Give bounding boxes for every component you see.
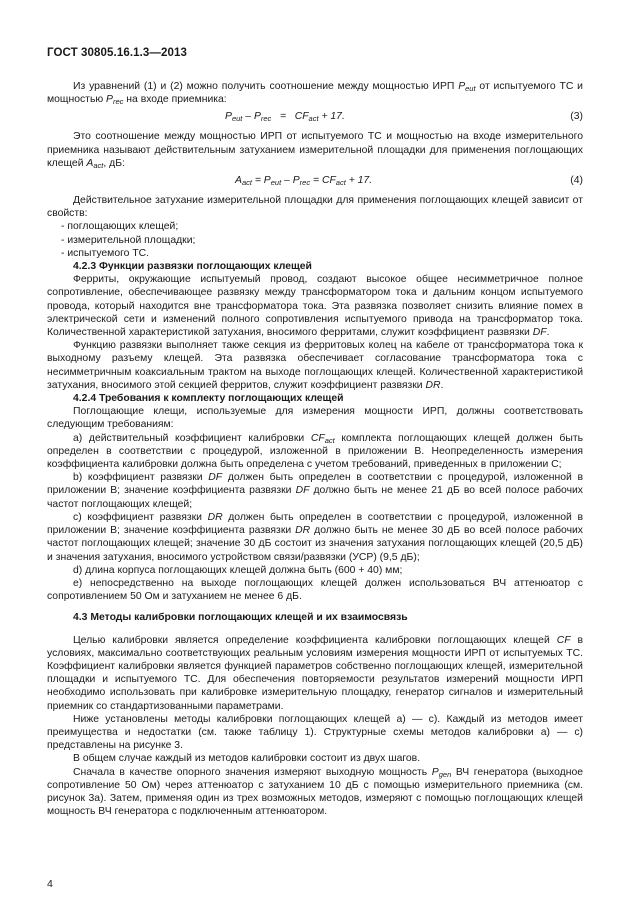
requirement-item: d) длина корпуса поглощающих клещей должна быть (600 + 40) мм; [73, 564, 403, 576]
document-body [47, 80, 583, 818]
requirement-item: e) непосредственно на выходе поглощающих клещей должен использоваться ВЧ аттенюатор с сопротивлением 50 Ом и затуханием не менее 6 дБ. [47, 577, 583, 603]
equation-3 [47, 110, 583, 124]
section-heading: 4.2.3 Функции развязки поглощающих клещей [73, 261, 312, 273]
requirement-item: b) коэффициент развязки DF должен быть определен в соответствии с процедурой, изложенной в приложении B; значение коэффициента развязки DF должно быть не менее 21 дБ во всей полосе рабочих частот поглощающих клещей; [47, 472, 583, 510]
requirement-item: а) действительный коэффициент калибровки $CF_{act}$ комплекта поглощающих клещей должен быть определен в соответствии с процедурой, изложенной в приложении B. Неопределенность измерения коэффициента калибровки должна быть определена с учетом требований, приведенных в приложении C; [47, 432, 584, 471]
paragraph: Из уравнений (1) и (2) можно получить соотношение между мощностью ИРП $P_{eut}$ от испытуемого ТС и мощностью $P_{rec}$ на входе приемника: [47, 81, 583, 107]
requirement-item: c) коэффициент развязки DR должен быть определен в соответствии с процедурой, изложенной в приложении B; значение коэффициента развязки DR должно быть не менее 30 дБ во всей полосе рабочих частот поглощающих клещей; значение 30 дБ состоит из значения затухания поглощающих клещей (20,5 дБ) и значения затухания, вносимого устройством связи/развязки (УСР) (9,5 дБ); [47, 511, 583, 563]
list-item: - поглощающих клещей; [61, 221, 179, 233]
list-item: - испытуемого ТС. [61, 247, 150, 259]
paragraph: Целью калибровки является определение коэффициента калибровки поглощающих клещей CF в условиях, максимально соответствующих реальным условиям измерения мощности ИРП от испытуемых ТС. Коэффициент калибровки является функцией параметров собственно поглощающих клещей, измерительной площадки и испытуемого ТС. Для обеспечения повторяемости результатов измерений мощности ИРП необходимо использовать при калибровке измерительную площадку, генератор сигналов и измерительный приемник со стандартизованными параметрами. [47, 634, 583, 712]
standard-header: ГОСТ 30805.16.1.3—2013 [47, 47, 187, 59]
equation-4 [47, 174, 583, 188]
list-item: - измерительной площадки; [61, 234, 196, 246]
equation-number: (3) [570, 111, 583, 123]
equation-number: (4) [570, 175, 583, 187]
section-heading: 4.3 Методы калибровки поглощающих клещей и их взаимосвязь [73, 612, 408, 624]
paragraph: Ферриты, окружающие испытуемый провод, создают высокое общее несимметричное полное сопротивление, обеспечивающее развязку между трансформатором тока и дальним концом испытуемого провода, который находится вне трансформатора тока. Эта развязка позволяет снизить влияние помех в электрической сети и изменений полного сопротивления испытуемого привода на трансформатор тока. Количественной характеристикой затухания, вносимого ферритами, служит коэффициент развязки DF. [47, 274, 583, 339]
paragraph: В общем случае каждый из методов калибровки состоит из двух шагов. [73, 753, 421, 765]
equation-formula: $A_{act} = P_{eut} - P_{rec} = CF_{act} + 17$. [235, 175, 373, 188]
paragraph: Действительное затухание измерительной площадки для применения поглощающих клещей зависит от свойств: [47, 195, 583, 220]
page-number: 4 [47, 878, 53, 890]
section-heading: 4.2.4 Требования к комплекту поглощающих клещей [73, 393, 344, 405]
paragraph: Поглощающие клещи, используемые для измерения мощности ИРП, должны соответствовать следующим требованиям: [47, 406, 583, 431]
paragraph: Это соотношение между мощностью ИРП от испытуемого ТС и мощностью на входе измерительного приемника называют действительным затуханием измерительной площадки для применения поглощающих клещей $A_{act}$, дБ: [47, 131, 583, 170]
paragraph: Функцию развязки выполняет также секция из ферритовых колец на кабеле от трансформатора тока к выходному разъему клещей. Эта развязка обеспечивает согласование трансформатора тока с несимметричным коаксиальным трактом на выходе поглощающих клещей. Количественной характеристикой затухания, вносимого этой секцией ферритов, служит коэффициент развязки DR. [47, 340, 583, 391]
equation-formula: $P_{eut} - P_{rec} = CF_{act} + 17$. [225, 111, 345, 124]
paragraph: Ниже установлены методы калибровки поглощающих клещей а) — с). Каждый из методов имеет преимущества и недостатки (см. также таблицу 1). Структурные схемы методов калибровки а) — с) представлены на рисунке 3. [47, 713, 583, 752]
paragraph: Сначала в качестве опорного значения измеряют выходную мощность $P_{gen}$ ВЧ генератора (выходное сопротивление 50 Ом) через аттенюатор с затуханием 10 дБ с помощью измерительного приемника (см. рисунок 3а). Затем, применяя один из трех возможных методов, измеряют с помощью поглощающих клещей мощность ВЧ генератора с подключенным аттенюатором. [47, 766, 583, 818]
